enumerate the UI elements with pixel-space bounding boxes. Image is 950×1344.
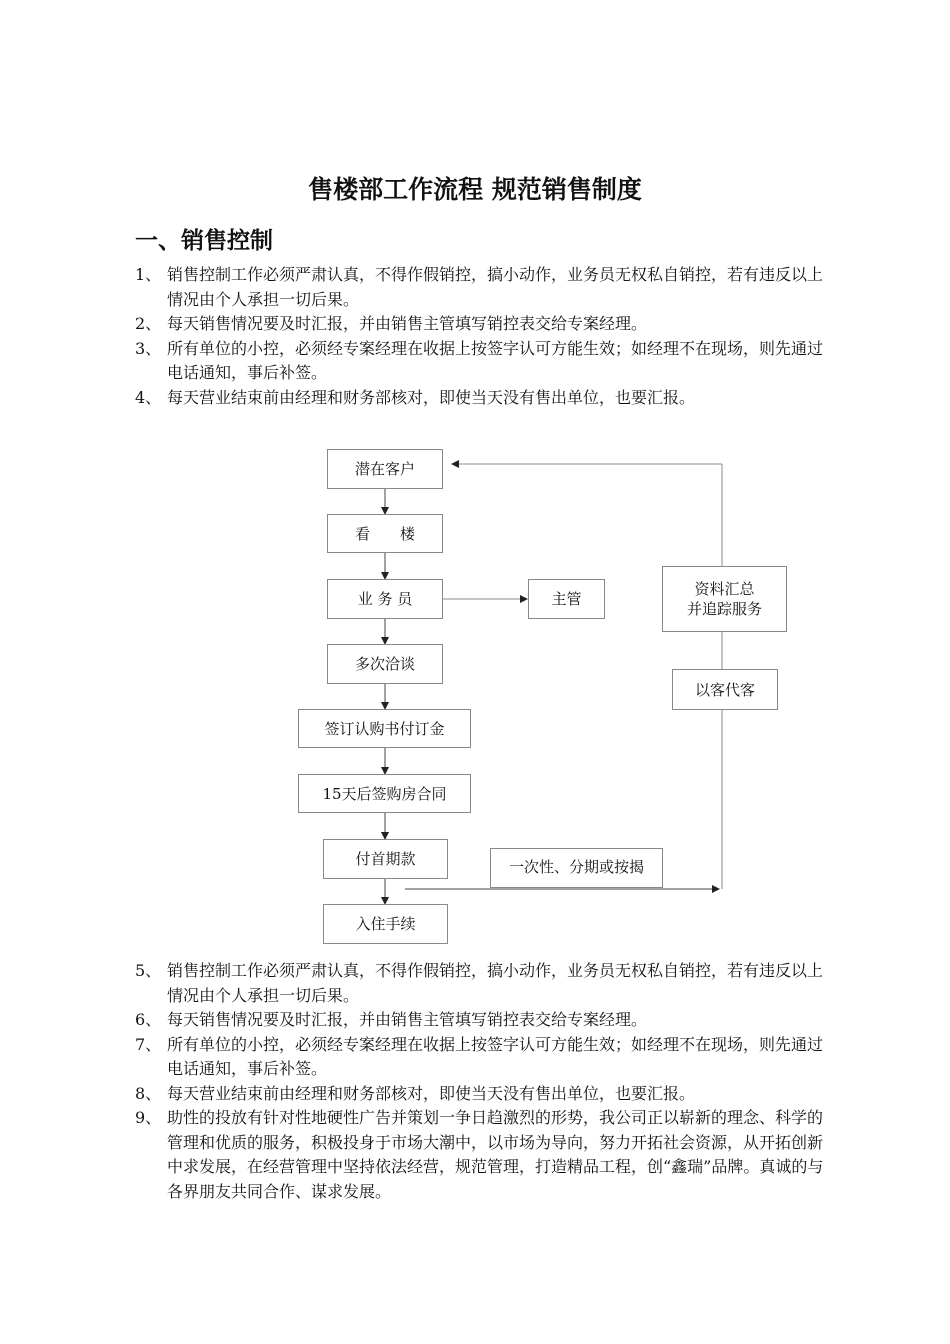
page-title: 售楼部工作流程 规范销售制度 [308,175,642,204]
item-text: 所有单位的小控，必须经专案经理在收据上按签字认可方能生效；如经理不在现场，则先通过电话通知，事后补签。 [167,1034,824,1078]
flow-node-sign-deposit: 签订认购书付订金 [298,709,471,748]
list-item [135,959,825,1008]
list-item [135,1082,825,1107]
item-number: 8、 [135,1083,162,1103]
section-title: 一、销售控制 [135,228,273,254]
item-text: 所有单位的小控，必须经专案经理在收据上按签字认可方能生效；如经理不在现场，则先通过电话通知，事后补签。 [167,338,824,382]
flow-node-down-payment: 付首期款 [323,839,448,879]
list-item [135,1106,825,1204]
item-number: 7、 [135,1034,162,1054]
flow-node-potential-customer: 潜在客户 [327,449,443,489]
list-item [135,1033,825,1082]
item-number: 3、 [135,338,162,358]
item-number: 1、 [135,265,162,284]
item-text: 销售控制工作必须严肃认真，不得作假销控，搞小动作，业务员无权私自销控，若有违反以上情况由个人承担一切后果。 [167,265,824,309]
item-text: 每天营业结束前由经理和财务部核对，即使当天没有售出单位，也要汇报。 [167,1083,696,1103]
flow-node-view-building: 看 楼 [327,514,443,553]
flow-node-referral: 以客代客 [672,669,778,710]
item-number: 2、 [135,314,162,333]
item-text: 每天营业结束前由经理和财务部核对，即使当天没有售出单位，也要汇报。 [167,387,696,407]
flow-node-data-summary: 资料汇总 并追踪服务 [662,566,787,632]
item-number: 4、 [135,387,162,407]
flow-node-payment-method: 一次性、分期或按揭 [490,848,663,888]
flow-node-negotiation: 多次洽谈 [327,644,443,684]
list-item [135,1008,825,1033]
item-text: 助性的投放有针对性地硬性广告并策划一争日趋激烈的形势，我公司正以崭新的理念、科学的管理和优质的服务，积极投身于市场大潮中，以市场为导向，努力开拓社会资源，从开拓创新中求发展，在经营管理中坚持依法经营，规范管理，打造精品工程，创“鑫瑞”品牌。真诚的与各界朋友共同合作、谋求发展。 [167,1108,824,1201]
item-text: 销售控制工作必须严肃认真，不得作假销控，搞小动作，业务员无权私自销控，若有违反以上情况由个人承担一切后果。 [167,961,824,1005]
item-number: 6、 [135,1010,162,1029]
flow-node-sign-contract: 15天后签购房合同 [298,774,471,813]
item-number: 5、 [135,961,162,980]
item-text: 每天销售情况要及时汇报，并由销售主管填写销控表交给专案经理。 [167,314,648,333]
flow-node-supervisor: 主管 [528,579,605,619]
item-text: 每天销售情况要及时汇报，并由销售主管填写销控表交给专案经理。 [167,1010,648,1029]
flow-node-salesperson: 业 务 员 [327,579,443,619]
rules-list-bottom [135,959,825,1204]
flow-node-check-in: 入住手续 [323,904,448,944]
item-number: 9、 [135,1108,162,1127]
